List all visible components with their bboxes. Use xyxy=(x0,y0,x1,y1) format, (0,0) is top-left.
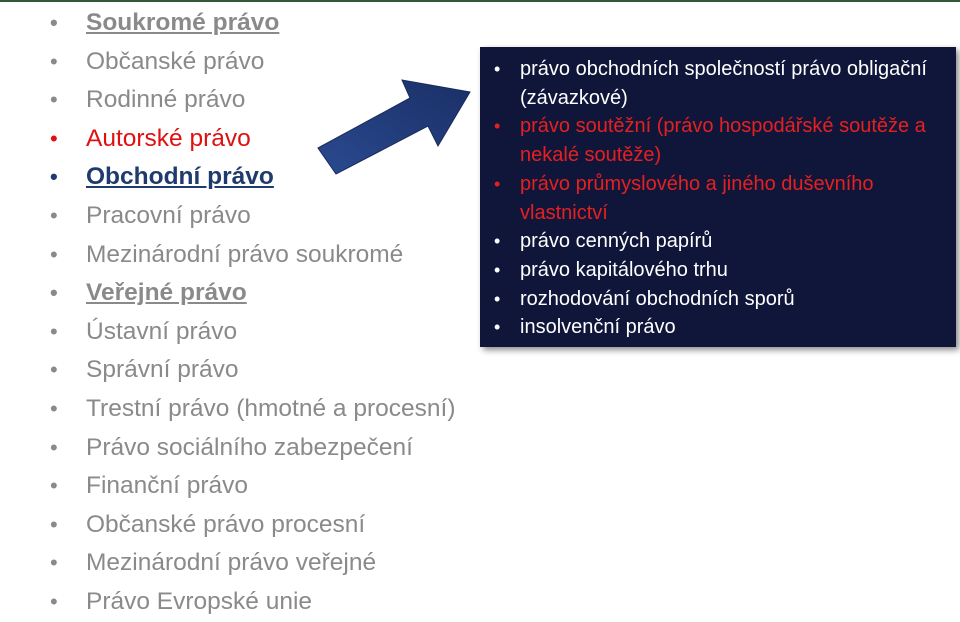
commercial-law-detail-box xyxy=(480,47,956,347)
list-item: • právo soutěžní (právo hospodářské soutěže a nekalé soutěže) xyxy=(490,112,948,169)
top-rule xyxy=(0,0,960,2)
list-item: • Pracovní právo xyxy=(46,197,455,236)
list-heading-private-law: • Soukromé právo xyxy=(46,4,455,43)
list-item: • Ústavní právo xyxy=(46,313,455,352)
list-item: • právo kapitálového trhu xyxy=(490,256,948,285)
list-item: • Mezinárodní právo soukromé xyxy=(46,236,455,275)
commercial-law-topics-list xyxy=(490,55,948,342)
list-item: • Finanční právo xyxy=(46,467,455,506)
list-item: • právo cenných papírů xyxy=(490,227,948,256)
list-heading-public-law: • Veřejné právo xyxy=(46,274,455,313)
list-item: • insolvenční právo xyxy=(490,313,948,342)
arrow-right-icon xyxy=(310,70,480,180)
list-item: • rozhodování obchodních sporů xyxy=(490,285,948,314)
list-item-commercial-law: • Obchodní právo xyxy=(46,158,455,197)
list-item: • Trestní právo (hmotné a procesní) xyxy=(46,390,455,429)
list-item: • Občanské právo xyxy=(46,43,455,82)
list-item: • Autorské právo xyxy=(46,120,455,159)
list-item: • Právo sociálního zabezpečení xyxy=(46,429,455,468)
list-item: • Občanské právo procesní xyxy=(46,506,455,545)
list-item: • právo obchodních společností právo obligační (závazkové) xyxy=(490,55,948,112)
list-item: • Právo Evropské unie xyxy=(46,583,455,622)
list-item: • právo průmyslového a jiného duševního vlastnictví xyxy=(490,170,948,227)
list-item: • Rodinné právo xyxy=(46,81,455,120)
list-item: • Mezinárodní právo veřejné xyxy=(46,544,455,583)
list-item: • Správní právo xyxy=(46,351,455,390)
